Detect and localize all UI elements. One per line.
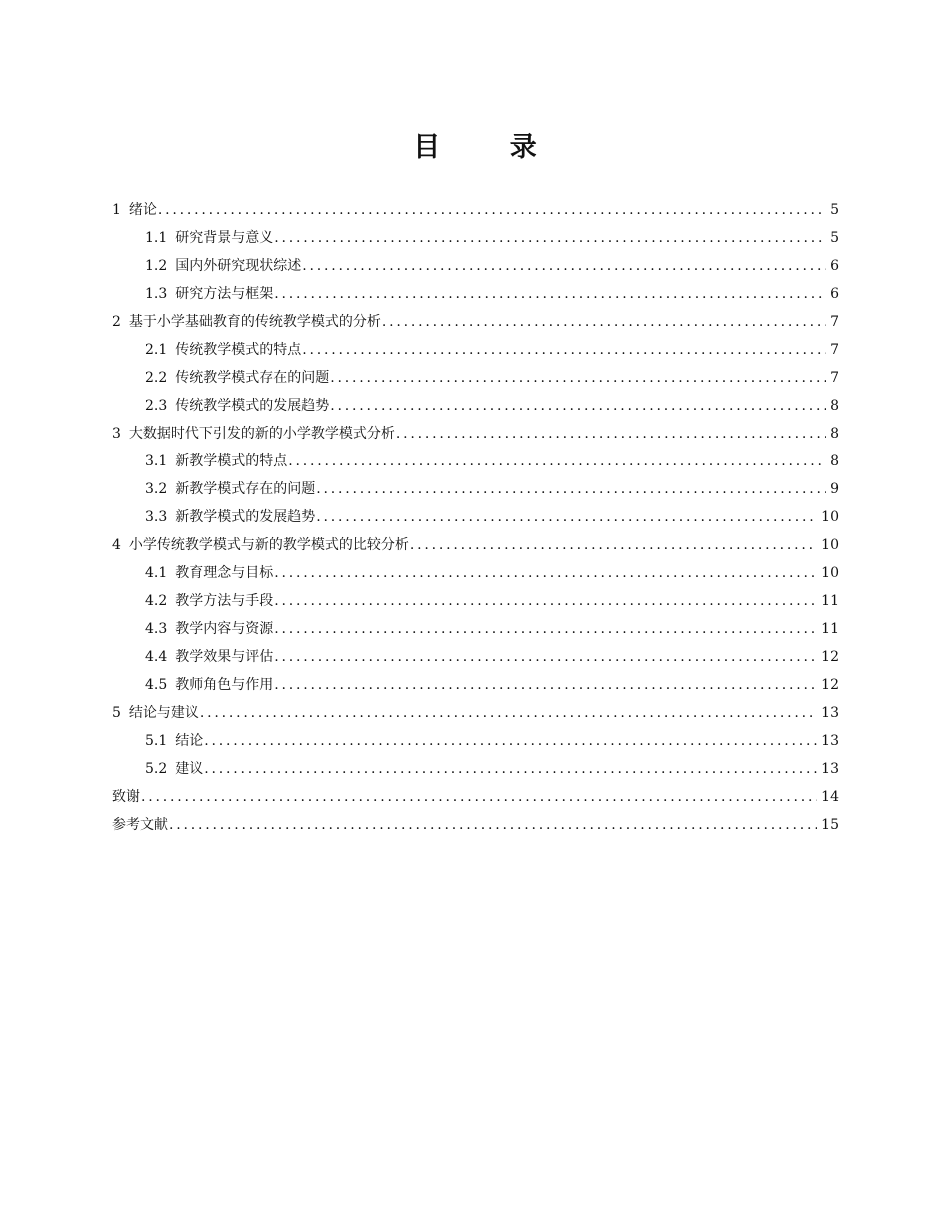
toc-entry-number: 2: [112, 313, 121, 330]
toc-entry-title: 新教学模式存在的问题: [175, 481, 316, 498]
toc-entry[interactable]: [112, 365, 839, 393]
toc-entry-number: 3.2: [145, 481, 168, 498]
toc-entry-page-number: 7: [830, 341, 839, 358]
toc-entry-title: 新教学模式的发展趋势: [175, 509, 316, 526]
toc-entry-page-number: 7: [830, 313, 839, 330]
dot-leader: [410, 532, 817, 560]
toc-entry-page-number: 7: [830, 369, 839, 386]
toc-entry[interactable]: [112, 672, 839, 700]
toc-list: [112, 197, 839, 840]
toc-entry-number: 2.1: [145, 341, 168, 358]
dot-leader: [200, 700, 817, 728]
toc-entry-number: 4.3: [145, 621, 168, 638]
toc-entry-title: 研究背景与意义: [175, 229, 274, 246]
toc-entry-page-number: 14: [821, 788, 839, 805]
dot-leader: [274, 560, 817, 588]
toc-entry-title: 教学内容与资源: [175, 621, 274, 638]
toc-entry-number: 1.3: [145, 285, 168, 302]
toc-entry-number: 1.2: [145, 257, 168, 274]
toc-entry[interactable]: [112, 700, 839, 728]
toc-entry-page-number: 10: [821, 565, 839, 582]
dot-leader: [382, 309, 826, 337]
toc-entry-title: 大数据时代下引发的新的小学教学模式分析: [128, 425, 395, 442]
toc-entry-number: 3.1: [145, 453, 168, 470]
toc-entry-number: 4: [112, 537, 121, 554]
toc-entry-page-number: 9: [830, 481, 839, 498]
dot-leader: [330, 393, 826, 421]
dot-leader: [396, 421, 826, 449]
dot-leader: [274, 588, 817, 616]
toc-entry-page-number: 6: [830, 257, 839, 274]
toc-entry-page-number: 15: [821, 816, 839, 833]
dot-leader: [288, 448, 826, 476]
toc-entry-number: 1: [112, 202, 121, 218]
toc-entry-title: 教学方法与手段: [175, 593, 274, 610]
toc-entry[interactable]: [112, 421, 839, 449]
toc-entry[interactable]: [112, 728, 839, 756]
toc-entry-page-number: 8: [830, 397, 839, 414]
dot-leader: [274, 281, 826, 309]
toc-entry-title: 研究方法与框架: [175, 285, 274, 302]
dot-leader: [330, 365, 826, 393]
toc-entry-title: 基于小学基础教育的传统教学模式的分析: [128, 313, 381, 330]
toc-entry[interactable]: [112, 281, 839, 309]
toc-entry-page-number: 11: [821, 593, 839, 610]
toc-entry-number: 5: [112, 704, 121, 721]
toc-entry-number: 4.4: [145, 649, 168, 665]
toc-entry-title: 教学效果与评估: [175, 649, 274, 665]
dot-leader: [204, 728, 817, 756]
dot-leader: [274, 225, 826, 253]
toc-entry[interactable]: [112, 644, 839, 672]
toc-entry[interactable]: [112, 225, 839, 253]
toc-entry-number: 2.2: [145, 369, 168, 386]
toc-entry-page-number: 5: [830, 202, 839, 218]
toc-entry-page-number: 6: [830, 285, 839, 302]
dot-leader: [316, 504, 817, 532]
toc-entry[interactable]: [112, 616, 839, 644]
toc-entry[interactable]: [112, 448, 839, 476]
toc-entry-page-number: 10: [821, 509, 839, 526]
dot-leader: [316, 476, 826, 504]
dot-leader: [141, 784, 817, 812]
toc-entry-title: 国内外研究现状综述: [175, 257, 302, 274]
toc-entry-number: 4.1: [145, 565, 168, 582]
toc-entry[interactable]: [112, 337, 839, 365]
toc-entry[interactable]: [112, 560, 839, 588]
toc-entry-title: 结论与建议: [128, 704, 199, 721]
toc-entry[interactable]: [112, 309, 839, 337]
dot-leader: [274, 644, 817, 672]
toc-entry-page-number: 5: [830, 229, 839, 246]
toc-entry-title: 建议: [175, 760, 204, 777]
toc-entry-title: 传统教学模式存在的问题: [175, 369, 330, 386]
toc-entry[interactable]: [112, 253, 839, 281]
toc-entry-number: 4.5: [145, 676, 168, 693]
toc-entry-title: 致谢: [112, 788, 140, 805]
toc-entry-title: 传统教学模式的特点: [175, 341, 302, 358]
page-title: 目 录: [413, 132, 567, 163]
toc-entry[interactable]: [112, 588, 839, 616]
toc-entry[interactable]: [112, 784, 839, 812]
toc-entry-title: 传统教学模式的发展趋势: [175, 397, 330, 414]
toc-entry-title: 结论: [175, 732, 204, 749]
toc-entry-title: 小学传统教学模式与新的教学模式的比较分析: [128, 537, 409, 554]
toc-entry[interactable]: [112, 812, 839, 840]
toc-entry-page-number: 8: [830, 453, 839, 470]
dot-leader: [302, 253, 826, 281]
dot-leader: [158, 197, 826, 225]
toc-entry-page-number: 13: [821, 704, 839, 721]
toc-entry-title: 参考文献: [112, 816, 168, 833]
toc-entry-page-number: 12: [821, 676, 839, 693]
toc-entry-page-number: 13: [821, 732, 839, 749]
dot-leader: [274, 616, 817, 644]
toc-entry-number: 5.2: [145, 760, 168, 777]
toc-entry-number: 3.3: [145, 509, 168, 526]
toc-entry-number: 1.1: [145, 229, 168, 246]
toc-entry[interactable]: [112, 756, 839, 784]
dot-leader: [169, 812, 817, 840]
dot-leader: [204, 756, 817, 784]
toc-entry[interactable]: [112, 532, 839, 560]
toc-entry-page-number: 8: [830, 425, 839, 442]
toc-entry-number: 5.1: [145, 732, 168, 749]
toc-entry-number: 3: [112, 425, 121, 442]
toc-entry[interactable]: [112, 197, 839, 225]
toc-entry-title: 教师角色与作用: [175, 676, 274, 693]
toc-entry-page-number: 13: [821, 760, 839, 777]
toc-entry-number: 4.2: [145, 593, 168, 610]
toc-entry[interactable]: [112, 476, 839, 504]
toc-entry-page-number: 11: [821, 621, 839, 638]
toc-entry-title: 绪论: [128, 202, 157, 218]
toc-entry-number: 2.3: [145, 397, 168, 414]
toc-entry-title: 新教学模式的特点: [175, 453, 288, 470]
dot-leader: [302, 337, 826, 365]
toc-entry-page-number: 10: [821, 537, 839, 554]
dot-leader: [274, 672, 817, 700]
toc-entry[interactable]: [112, 393, 839, 421]
toc-entry-title: 教育理念与目标: [175, 565, 274, 582]
toc-entry[interactable]: [112, 504, 839, 532]
toc-entry-page-number: 12: [821, 649, 839, 665]
